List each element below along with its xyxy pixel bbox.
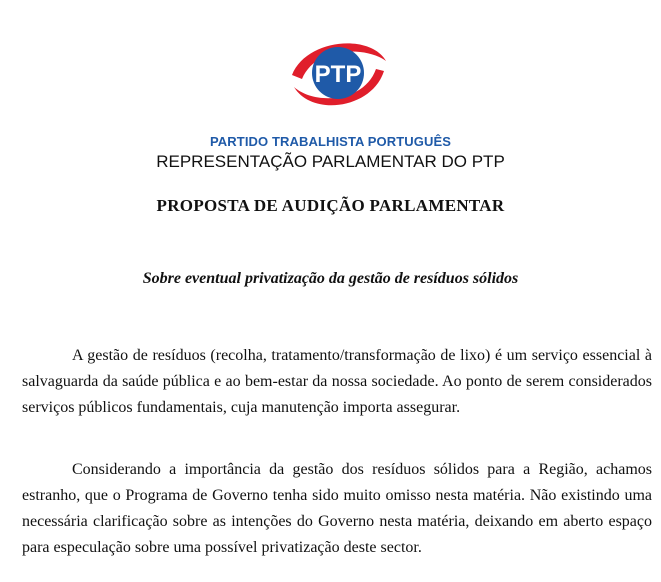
logo-text: PTP	[314, 61, 362, 88]
ptp-logo	[288, 31, 388, 115]
representation-heading: REPRESENTAÇÃO PARLAMENTAR DO PTP	[156, 152, 505, 171]
document-title: PROPOSTA DE AUDIÇÃO PARLAMENTAR	[156, 196, 505, 215]
paragraph-2: Considerando a importância da gestão dos resíduos sólidos para a Região, achamos estranho, que o Programa de Governo tenha sido muito omisso nesta matéria. Não existindo uma necessária clarificação sobre as intenções do Governo nesta matéria, deixando em aberto espaço para especulação sobre uma possível privatização deste sector.	[22, 461, 652, 556]
document-subtitle: Sobre eventual privatização da gestão de resíduos sólidos	[142, 270, 519, 287]
paragraph-1: A gestão de resíduos (recolha, tratamento/transformação de lixo) é um serviço essencial à salvaguarda da saúde pública e ao bem-estar da nossa sociedade. Ao ponto de serem considerados serviços públicos fundamentais, cuja manutenção importa assegurar.	[22, 347, 652, 416]
party-name: PARTIDO TRABALHISTA PORTUGUÊS	[210, 134, 451, 149]
